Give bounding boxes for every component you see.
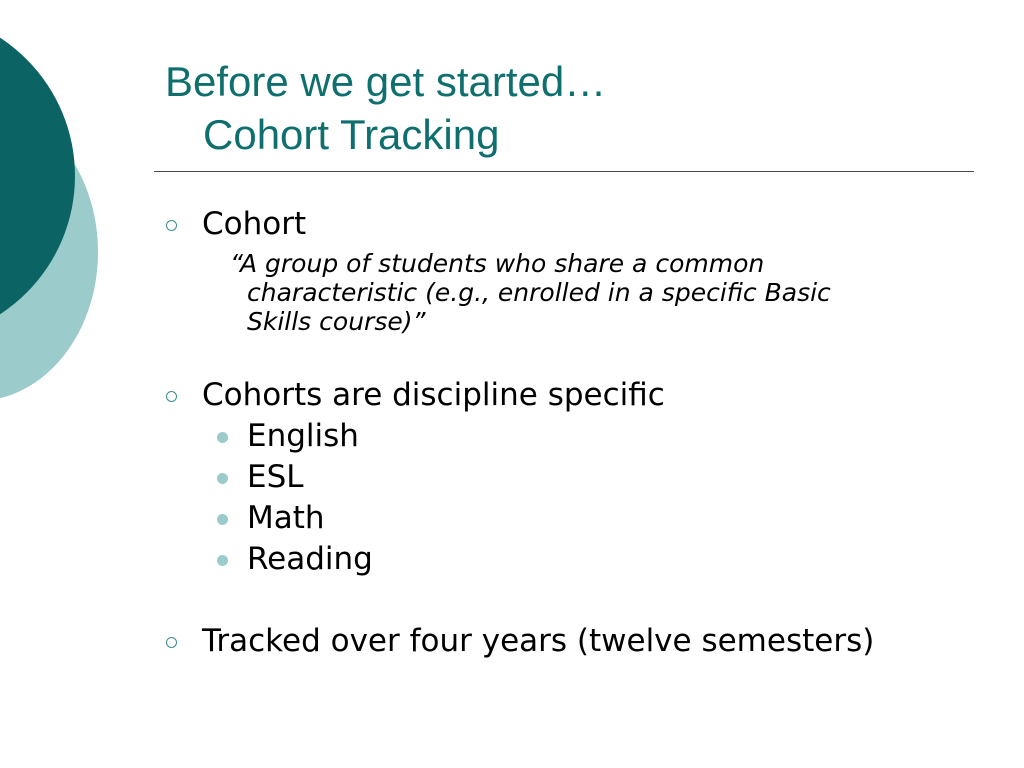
cohort-definition (230, 249, 970, 336)
dot-bullet-icon (217, 514, 228, 525)
bullet-text: Cohort (202, 206, 307, 242)
ring-bullet-icon (166, 391, 177, 402)
dot-bullet-icon (217, 432, 228, 443)
sub-item-text: English (247, 418, 359, 454)
definition-line-2: characteristic (e.g., enrolled in a specific Basic (247, 278, 831, 307)
definition-line-3: Skills course)” (247, 307, 426, 336)
definition-line-1: “A group of students who share a common (230, 249, 765, 278)
title-line-1: Before we get started… (165, 58, 607, 105)
bullet-text: Cohorts are discipline specific (202, 377, 665, 413)
sub-item-text: Math (247, 500, 325, 536)
ring-bullet-icon (166, 637, 177, 648)
dot-bullet-icon (217, 555, 228, 566)
sub-item-text: Reading (247, 541, 373, 577)
title-divider (154, 171, 974, 172)
bullet-text: Tracked over four years (twelve semesters) (202, 623, 875, 659)
ring-bullet-icon (166, 220, 177, 231)
title-line-2: Cohort Tracking (203, 111, 500, 158)
dot-bullet-icon (217, 473, 228, 484)
slide-title (165, 55, 606, 161)
sub-item-text: ESL (247, 459, 304, 495)
